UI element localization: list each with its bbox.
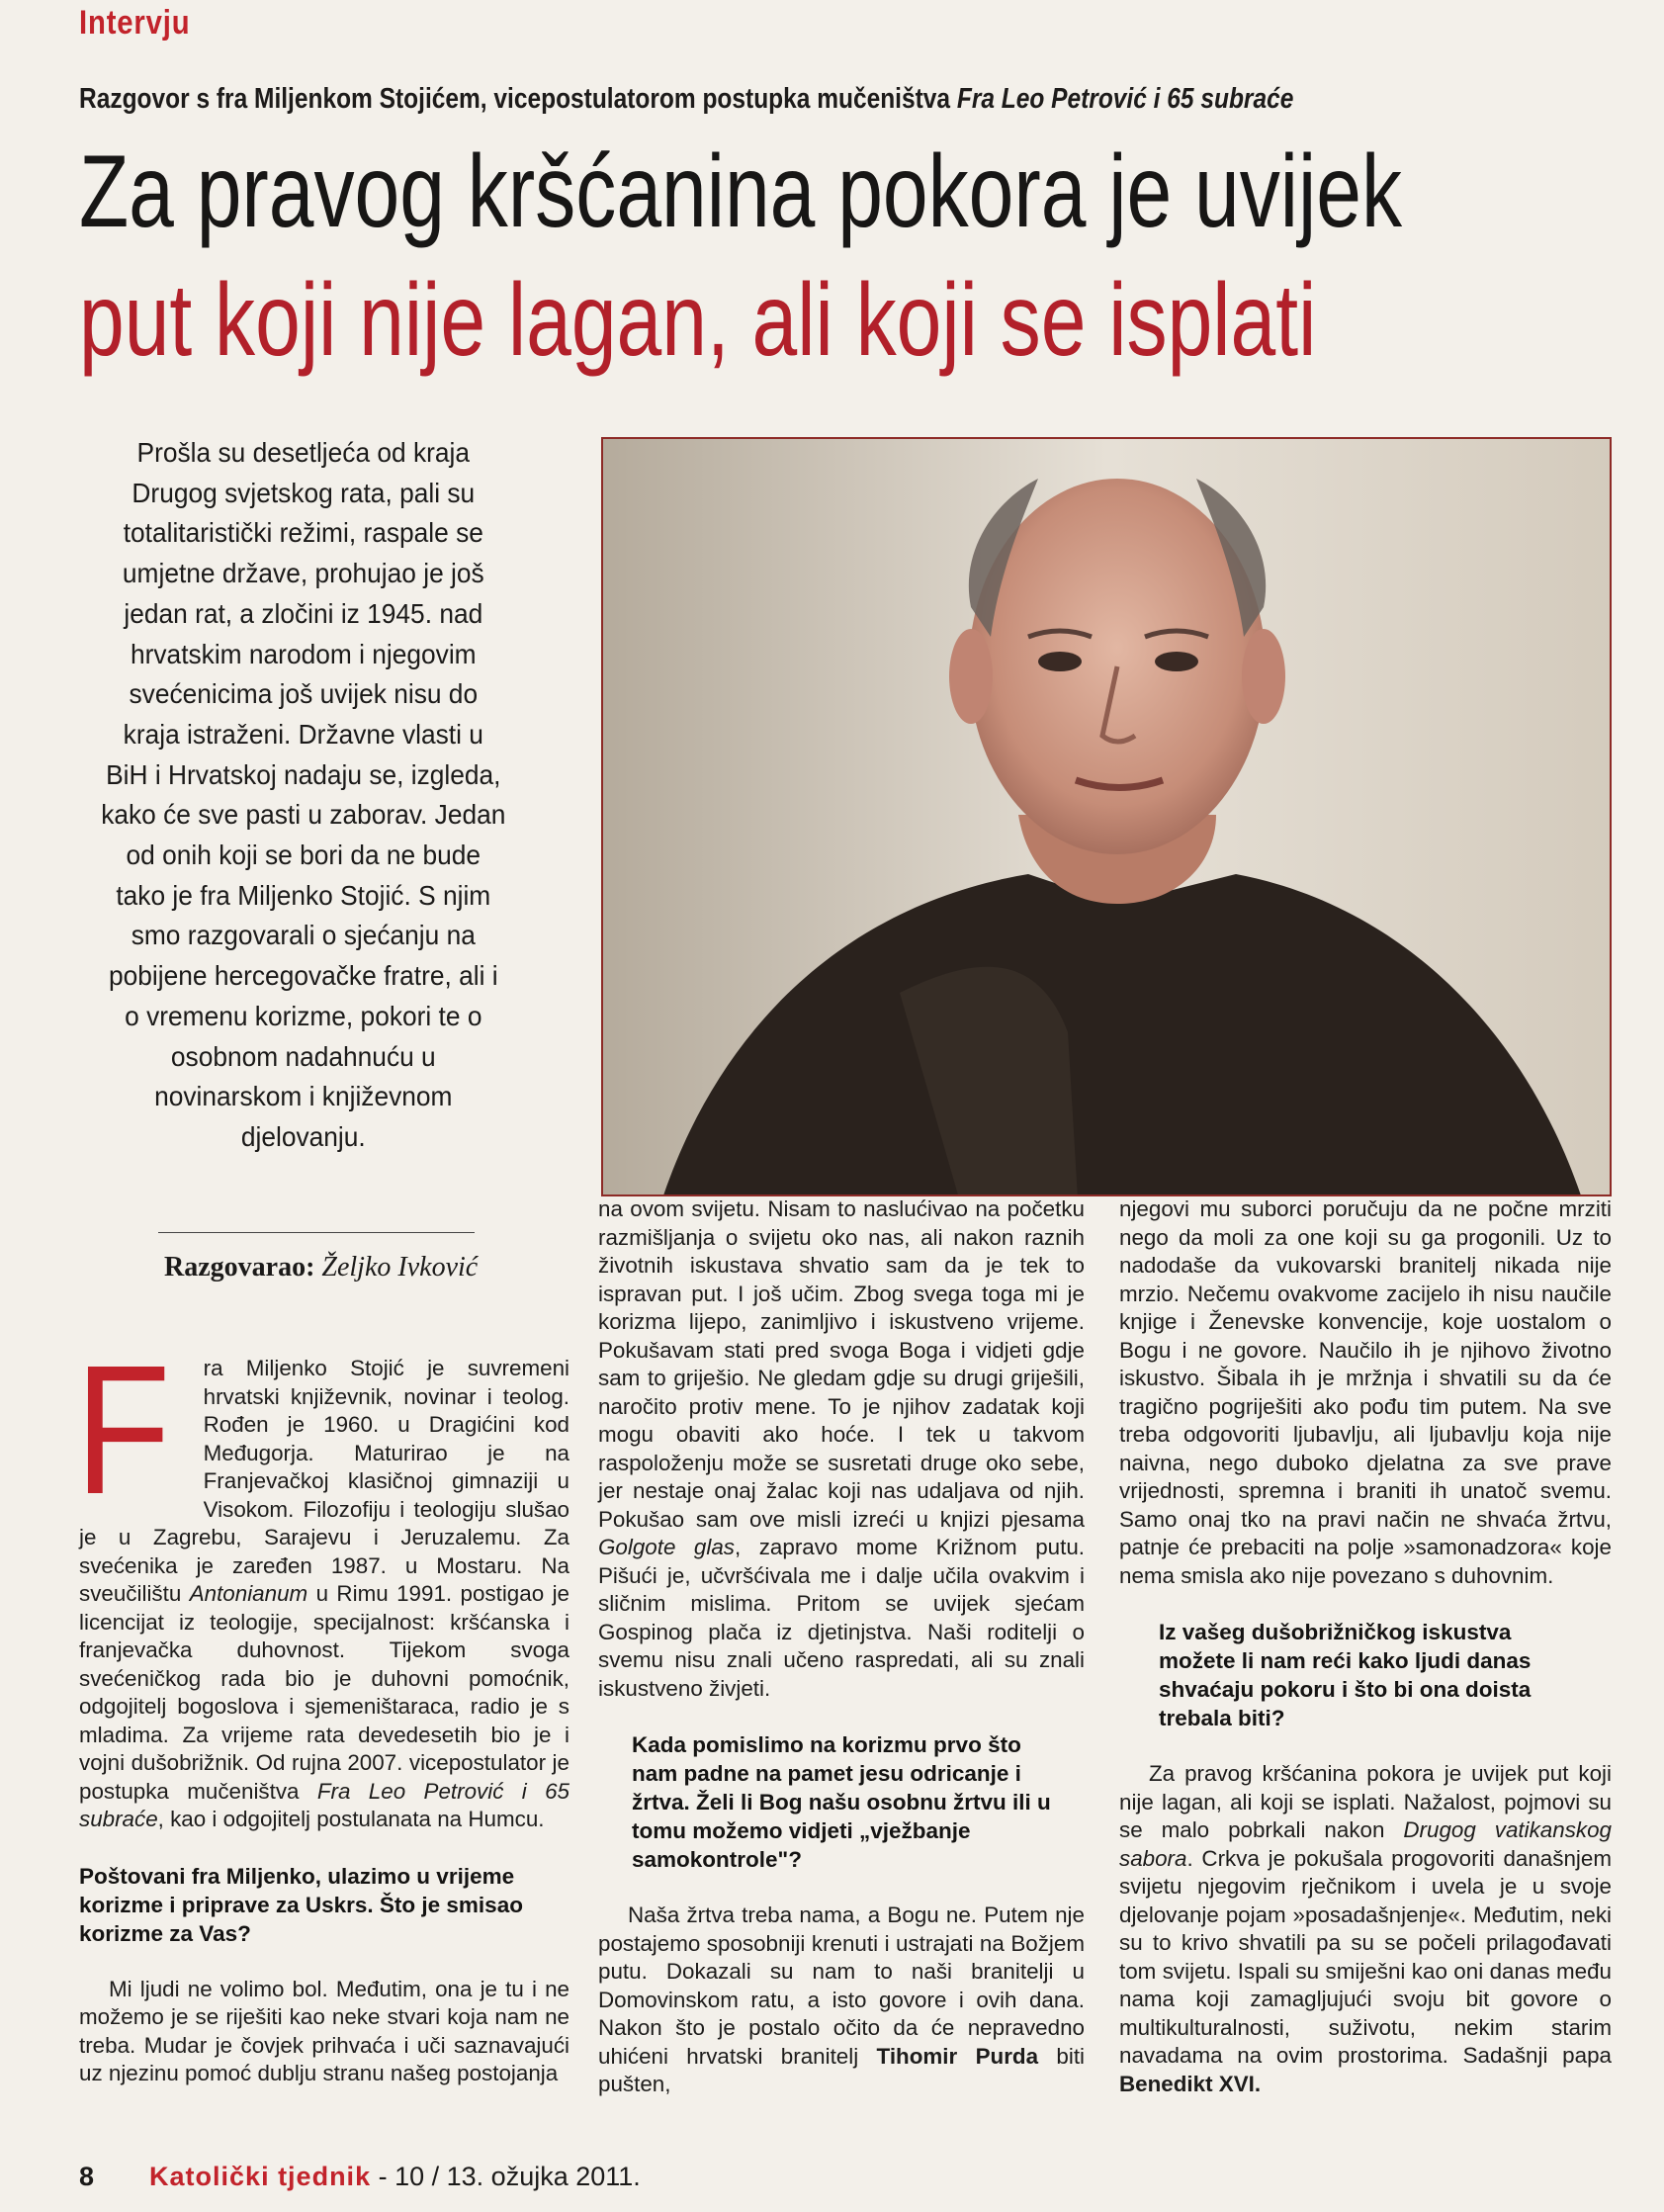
column-1 [75, 1328, 569, 2088]
drop-cap: F [75, 1328, 171, 1533]
byline: Razgovarao: Željko Ivković [164, 1252, 479, 1283]
lead-paragraph: Prošla su desetljeća od kraja Drugog svjetskog rata, pali su totalitaristički režimi, raspale se umjetne države, prohujao je još jedan rat, a zločini iz 1945. nad hrvatskim narodom i njegovim svećenicima još uvijek nisu do kraja istraženi. Državne vlasti u BiH i Hrvatskoj nadaju se, izgleda, kako će sve pasti u zaborav. Jedan od onih koji se bori da ne bude tako je fra Miljenko Stojić. S njim smo razgovarali o sjećanju na pobijene hercegovačke fratre, ali i o vremenu korizme, pokori te o osobnom nadahnuću u novinarskom i književnom djelovanju. [101, 437, 506, 1152]
bio-paragraph: F ra Miljenko Stojić je suvremeni hrvatski književnik, novinar i teolog. Rođen je 1960. u Dragićini kod Međugorja. Maturirao je na Franjevačkoj klasičnoj gimnaziji u Visokom. Filozofiju i teologiju slušao je u Zagrebu, Sarajevu i Jeruzalemu. Za svećenika je zaređen 1987. u Mostaru. Na sveučilištu Antonianum u Rimu 1991. postigao je licencijat iz teologije, specijalnost: kršćanska i franjevačka duhovnost. Tijekom svoga svećeničkog rada bio je duhovni pomoćnik, odgojitelj bogoslova i sjemeništaraca, radio je s mladima. Za vrijeme rata devedesetih bio je i vojni dušobrižnik. Od rujna 2007. vicepostulator je postupka mučeništva Fra Leo Petrović i 65 subraće, kao i odgojitelj postulanata na Humcu. [75, 1328, 569, 1831]
intro-line: Razgovor s fra Miljenkom Stojićem, vicepostulatorom postupka mučeništva Fra Leo Petrović i 65 subraće [79, 83, 1294, 115]
section-label: Intervju [79, 4, 191, 42]
issue-info: - 10 / 13. ožujka 2011. [378, 2162, 641, 2191]
question-1: Poštovani fra Miljenko, ulazimo u vrijeme korizme i priprave za Uskrs. Što je smisao korizme za Vas? [79, 1863, 523, 1946]
column-3 [1119, 1195, 1612, 2098]
answer-1-start: Mi ljudi ne volimo bol. Međutim, ona je tu i ne možemo je se riješiti kao neke stvari koja nam ne treba. Mudar je čovjek prihvaća i uči saznavajući uz njezinu pomoć dublju stranu našeg postojanja [79, 1976, 569, 2085]
column-2 [598, 1195, 1085, 2099]
headline-line-1: Za pravog kršćanina pokora je uvijek [79, 134, 1403, 249]
question-3: Iz vašeg dušobrižničkog iskustva možete li nam reći kako ljudi danas shvaćaju pokoru i što bi ona doista trebala biti? [1159, 1620, 1532, 1730]
magazine-name: Katolički tjednik [149, 2162, 372, 2191]
portrait-illustration [603, 439, 1612, 1196]
answer-3: Za pravog kršćanina pokora je uvijek put koji nije lagan, ali koji se isplati. Nažalost, pojmovi su se malo pobrkali nakon Drugog vatikanskog sabora. Crkva je pokušala progovoriti današnjem svijetu njegovim rječnikom i uvela je u svoje djelovanje pojam »posadašnjenje«. Međutim, neki su to krivo shvatili pa su se počeli prilagođavati tom svijetu. Ispali su smiješni kao oni danas među nama koji zamagljujući svoju bit govore o multikulturalnosti, suživotu, nekim starim navadama na ovim prostorima. Sadašnji papa Benedikt XVI. [1119, 1761, 1612, 2096]
page-number: 8 [79, 2162, 95, 2191]
page-footer [79, 2162, 641, 2192]
question-2: Kada pomislimo na korizmu prvo što nam padne na pamet jesu odricanje i žrtva. Želi li Bog našu osobnu žrtvu ili u tomu možemo vidjeti „vježbanje samokontrole"? [632, 1732, 1051, 1872]
answer-2-start: Naša žrtva treba nama, a Bogu ne. Putem nje postajemo sposobniji krenuti i ustrajati na Božjem putu. Dokazali su nam to naši branitelji u Domovinskom ratu, a isto govore i ovih dana. Nakon što je postalo očito da će nepravedno uhićeni hrvatski branitelj Tihomir Purda biti pušten, [598, 1902, 1086, 2096]
byline-divider [158, 1232, 475, 1233]
portrait-photo [601, 437, 1612, 1196]
answer-1-continued: na ovom svijetu. Nisam to naslućivao na početku razmišljanja o svijetu oko nas, ali nakon raznih životnih iskustava shvatio sam da je tek to ispravan put. I još učim. Zbog svega toga mi je korizma lijepo, zanimljivo i iskustveno vrijeme. Pokušavam stati pred svoga Boga i vidjeti gdje sam to griješio. Ne gledam gdje su drugi griješili, naročito protiv mene. To je njihov zadatak koji mogu obaviti ako hoće. I tek u takvom raspoloženju može se susretati druge oko sebe, jer nestaje onaj žalac koji nas udaljava od njih. Pokušao sam ove misli izreći u knjizi pjesama Golgote glas, zapravo mome Križnom putu. Pišući je, učvršćivala me i dalje učila ovakvim i sličnim mislima. Pritom se uvijek sjećam Gospinog plača iz djetinjstva. Naši roditelji o svemu nisu znali učeno raspredati, ali su znali iskustveno živjeti. [598, 1196, 1085, 1701]
answer-2-continued: njegovi mu suborci poručuju da ne počne mrziti nego da moli za one koji su ga progonili. Uz to nadodaše da vukovarski branitelj nikada nije mrzio. Nečemu ovakvome zacijelo ih nisu naučile knjige i Ženevske konvencije, koje uostalom o Bogu i ne govore. Naučilo ih je njihovo životno iskustvo. Šibala ih je mržnja i shvatili su da će tragično pogriješiti ako pođu tim putem. Na sve treba odgovoriti ljubavlju, ali ljubavlju koja nije naivna, nego duboko djelatna za sve prave vrijednosti, spremna i braniti ih unatoč svemu. Samo onaj tko na pravi način ne shvaća žrtvu, patnje će prebaciti na polje »samonadzora« koje nema smisla ako nije povezano s duhovnim. [1119, 1196, 1612, 1588]
headline-line-2: put koji nije lagan, ali koji se isplati [79, 263, 1317, 378]
